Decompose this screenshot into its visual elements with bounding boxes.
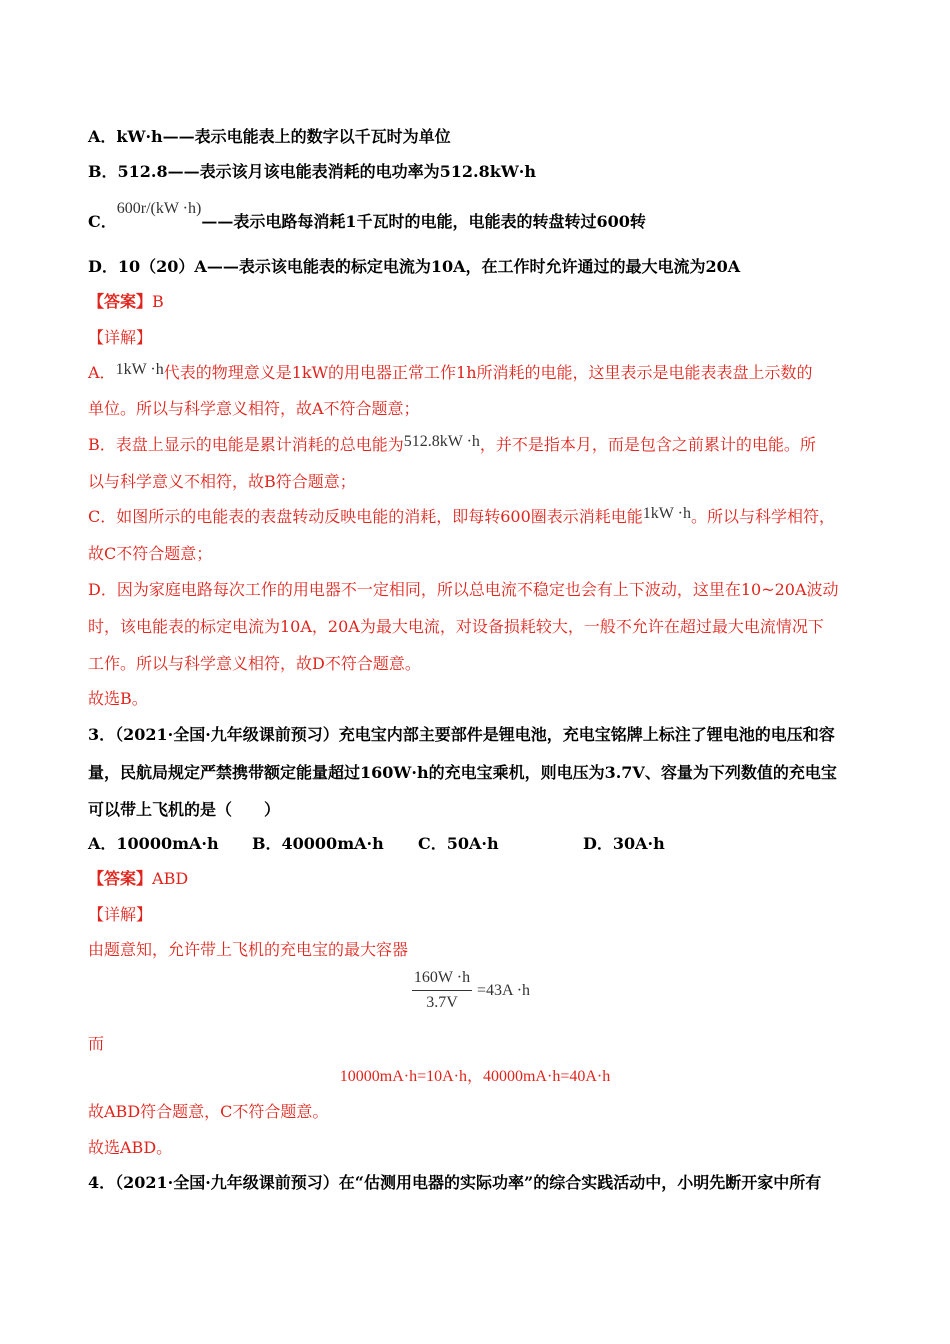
- q3-stem-line3: 可以带上飞机的是（ ）: [88, 800, 281, 819]
- option-b: B．512.8——表示该月该电能表消耗的电功率为512.8kW·h: [88, 162, 536, 181]
- detail-a-line1: [88, 362, 813, 385]
- detail-q3-label: 【详解】: [88, 905, 153, 924]
- detail-q3-intro: 由题意知，允许带上飞机的充电宝的最大容器: [88, 940, 409, 959]
- detail-b-line2: 以与科学意义不相符，故B符合题意；: [88, 472, 356, 491]
- detail-a-line2: 单位。所以与科学意义相符，故A不符合题意；: [88, 399, 420, 418]
- detail-a-formula: 1kW ·h: [115, 361, 164, 378]
- detail-c-text: 。所以与科学相符，: [690, 507, 835, 526]
- fraction-numerator: 160W ·h: [413, 969, 471, 986]
- q3-option-a: A．10000mA·h: [88, 834, 219, 853]
- result-q3: 故ABD符合题意，C不符合题意。: [88, 1102, 329, 1121]
- q3-option-d: D．30A·h: [583, 834, 665, 853]
- detail-c-line1: [88, 506, 835, 529]
- detail-a-prefix: A．: [88, 363, 116, 382]
- q3-option-c: C．50A·h: [418, 834, 499, 853]
- detail-d-line3: 工作。所以与科学意义相符，故D不符合题意。: [88, 654, 421, 673]
- answer-q2: [88, 291, 164, 313]
- option-c-prefix: C．: [88, 212, 117, 231]
- q3-option-b: B．40000mA·h: [252, 834, 384, 853]
- unit-conversion: 10000mA·h=10A·h，40000mA·h=40A·h: [339, 1068, 611, 1085]
- detail-b-text: ，并不是指本月，而是包含之前累计的电能。所: [479, 435, 816, 454]
- word-and: 而: [88, 1034, 105, 1053]
- option-a: A．kW·h——表示电能表上的数字以千瓦时为单位: [88, 127, 451, 146]
- option-c: [88, 200, 646, 231]
- answer-label: 【答案】: [88, 292, 153, 311]
- detail-b-line1: [88, 434, 816, 457]
- detail-a-text: 代表的物理意义是1kW的用电器正常工作1h所消耗的电能，这里表示是电能表表盘上示数的: [163, 363, 813, 382]
- answer-q3-label: 【答案】: [88, 869, 153, 888]
- detail-label: 【详解】: [88, 328, 153, 347]
- fraction-denominator: 3.7V: [426, 994, 458, 1011]
- answer-q3: [88, 868, 188, 890]
- conclusion-q2: 故选B。: [88, 689, 148, 708]
- q3-stem-line1: 3．（2021·全国·九年级课前预习）充电宝内部主要部件是锂电池，充电宝铭牌上标注了锂电池的电压和容: [88, 725, 835, 744]
- capacity-fraction: [412, 968, 472, 1013]
- detail-d-line2: 时，该电能表的标定电流为10A，20A为最大电流，对设备损耗较大，一般不允许在超过最大电流情况下: [88, 617, 824, 636]
- answer-q3-value: ABD: [152, 869, 189, 888]
- option-d: D．10（20）A——表示该电能表的标定电流为10A，在工作时允许通过的最大电流为20A: [88, 257, 741, 276]
- detail-b-prefix: B．表盘上显示的电能是累计消耗的总电能为: [88, 435, 404, 454]
- detail-b-formula: 512.8kW ·h: [403, 433, 480, 450]
- detail-d-line1: D．因为家庭电路每次工作的用电器不一定相同，所以总电流不稳定也会有上下波动，这里在10~20A波动: [88, 580, 839, 599]
- q3-stem-line2: 量，民航局规定严禁携带额定能量超过160W·h的充电宝乘机，则电压为3.7V、容量为下列数值的充电宝: [88, 763, 837, 782]
- option-c-text: ——表示电路每消耗1千瓦时的电能，电能表的转盘转过600转: [201, 212, 646, 231]
- option-c-formula: 600r/(kW ·h): [116, 200, 202, 217]
- answer-value: B: [152, 292, 164, 311]
- detail-c-line2: 故C不符合题意；: [88, 544, 213, 563]
- fraction-bar: [412, 990, 472, 991]
- detail-c-prefix: C．如图所示的电能表的表盘转动反映电能的消耗，即每转600圈表示消耗电能: [88, 507, 643, 526]
- q4-stem-line1: 4．（2021·全国·九年级课前预习）在“估测用电器的实际功率”的综合实践活动中，小明先断开家中所有: [88, 1173, 822, 1192]
- conclusion-q3: 故选ABD。: [88, 1138, 173, 1157]
- detail-c-formula: 1kW ·h: [642, 505, 691, 522]
- fraction-result: =43A ·h: [477, 982, 531, 999]
